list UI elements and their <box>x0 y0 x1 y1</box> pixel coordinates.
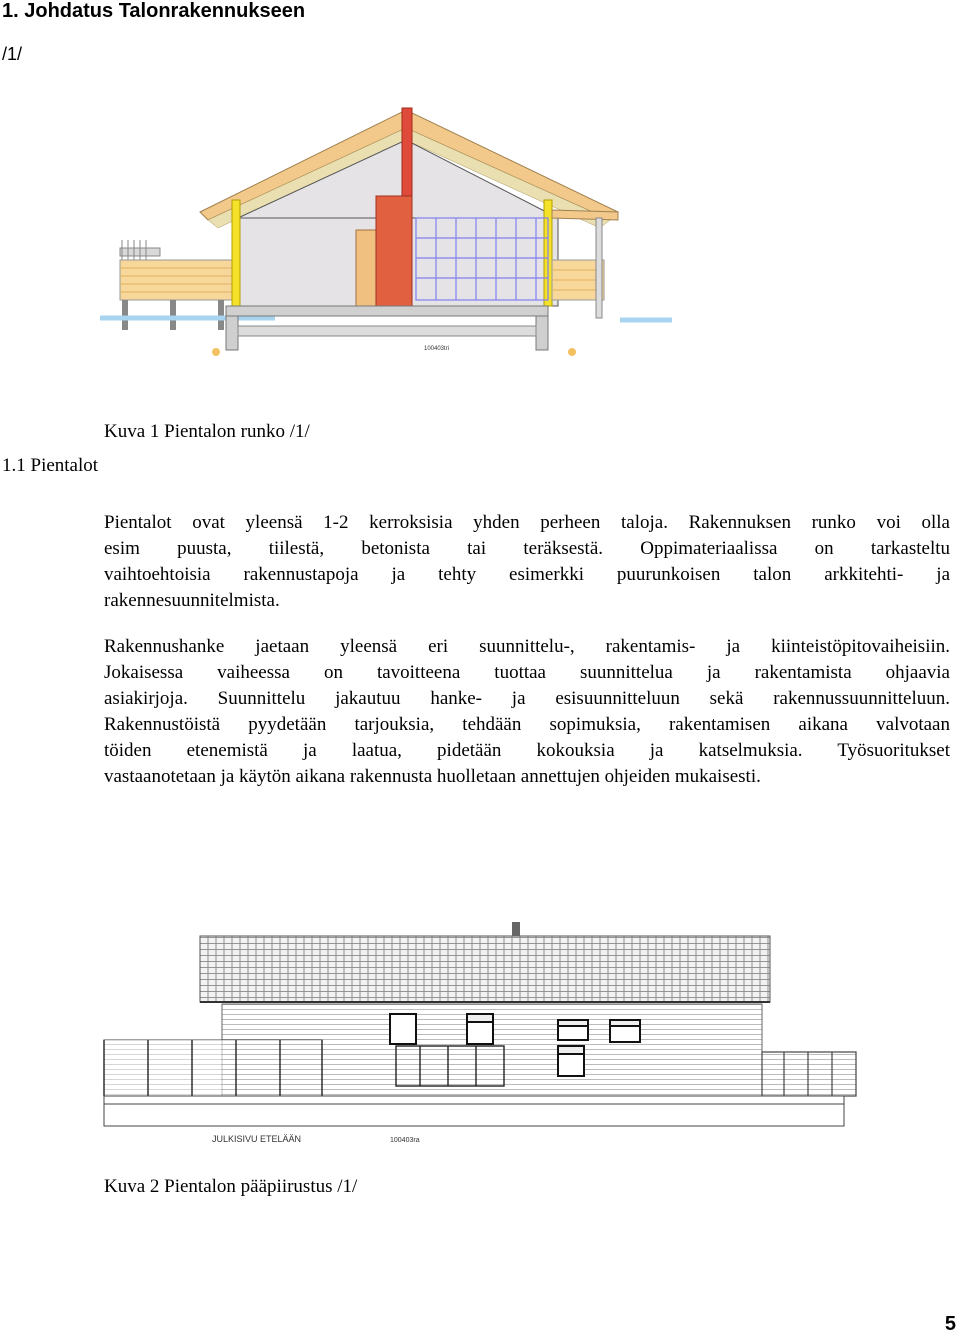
figure-1-drawing-code: 100403tri <box>424 346 450 352</box>
paragraph-2 <box>104 634 950 790</box>
figure-2-drawing-code: 100403ra <box>390 1137 420 1144</box>
right-fence <box>762 1052 856 1096</box>
porch-rail <box>396 1046 504 1086</box>
text-line: asiakirjoja. Suunnittelu jakautuu hanke- ja esisuunnitteluun sekä rakennussuunnitteluun. <box>104 688 950 709</box>
section-heading: 1.1 Pientalot <box>2 455 99 476</box>
chapter-heading: 1. Johdatus Talonrakennukseen <box>2 0 306 22</box>
paragraph-1 <box>104 510 950 614</box>
figure-2-elevation <box>100 920 860 1150</box>
text-line: Pientalot ovat yleensä 1-2 kerroksisia yhden perheen taloja. Rakennuksen runko voi olla <box>104 512 950 533</box>
left-fence <box>104 1040 322 1096</box>
text-line: rakennesuunnitelmista. <box>104 590 280 611</box>
text-line: Jokaisessa vaiheessa on tavoitteena tuottaa suunnittelua ja rakentamista ohjaavia <box>104 662 950 683</box>
text-line: vastaanotetaan ja käytön aikana rakennusta huolletaan annettujen ohjeiden mukaisesti. <box>104 766 761 787</box>
page-number: 5 <box>944 1313 956 1335</box>
elevation-label: JULKISIVU ETELÄÄN <box>212 1134 302 1144</box>
figure-2-caption: Kuva 2 Pientalon pääpiirustus /1/ <box>104 1176 358 1197</box>
text-line: Rakennustöistä pyydetään tarjouksia, tehdään sopimuksia, rakentamisen aikana valvotaan <box>104 714 950 735</box>
reference-marker: /1/ <box>2 44 23 64</box>
text-line: esim puusta, tiilestä, betonista tai teräksestä. Oppimateriaalissa on tarkasteltu <box>104 538 950 559</box>
text-line: vaihtoehtoisia rakennustapoja ja tehty esimerkki puurunkoisen talon arkkitehti- ja <box>104 564 950 585</box>
right-terrace <box>552 210 618 318</box>
text-line: Rakennushanke jaetaan yleensä eri suunnittelu-, rakentamis- ja kiinteistöpitovaiheisiin. <box>104 636 950 657</box>
elevation-roof <box>200 936 770 1002</box>
figure-1-house-section <box>100 100 700 370</box>
text-line: töiden etenemistä ja laatua, pidetään kokouksia ja katselmuksia. Työsuoritukset <box>104 740 950 761</box>
figure-1-caption: Kuva 1 Pientalon runko /1/ <box>104 421 310 442</box>
